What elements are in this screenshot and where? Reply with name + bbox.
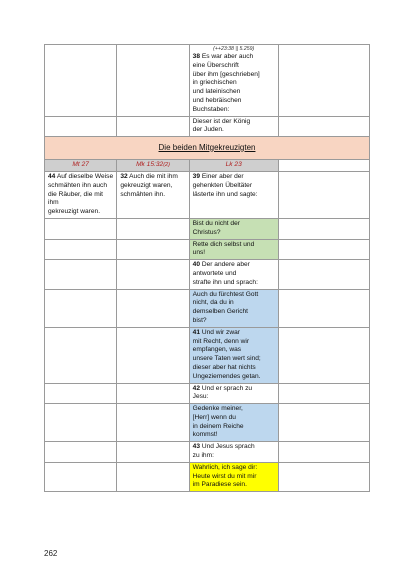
mk-cell — [117, 239, 189, 260]
text-line: demselben Gericht — [192, 308, 248, 316]
text-line: die Räuber, die mit ihm — [48, 190, 103, 207]
text-line: Der andere aber — [201, 261, 250, 269]
text-line: in griechischen — [192, 79, 237, 87]
text-line: gekreuzigt waren. — [48, 208, 101, 216]
mk-cell — [117, 218, 189, 239]
extra-cell — [278, 462, 369, 491]
lk-cell — [189, 327, 278, 383]
text-line: der Juden. — [192, 126, 224, 134]
text-line: Und er sprach zu — [201, 384, 253, 392]
section-heading — [45, 137, 370, 160]
table-row — [45, 171, 370, 218]
lk-cell — [189, 383, 278, 404]
text-line: unsere Taten wert sind; — [192, 355, 261, 363]
text-line: bist? — [192, 316, 207, 324]
extra-cell — [278, 171, 369, 218]
text-line: Rette dich selbst und — [192, 240, 255, 248]
mk-cell — [117, 383, 189, 404]
mt-cell — [45, 383, 117, 404]
text-line: und hebräischen — [192, 96, 242, 104]
table-row — [45, 462, 370, 491]
verse-text — [120, 173, 185, 199]
text-line: eine Überschrift — [192, 61, 239, 69]
verse-text — [193, 405, 275, 440]
header-mk-sub: (2) — [163, 162, 170, 169]
cross-reference: (++23:38 || 5.259) — [213, 46, 255, 52]
text-line: Ungeziemendes getan. — [192, 372, 261, 380]
header-lk: Lk 23 — [189, 160, 278, 172]
table-row — [45, 289, 370, 327]
column-header-row — [45, 160, 370, 172]
mk-cell — [117, 171, 189, 218]
mt-cell — [45, 218, 117, 239]
text-line: Auf dieselbe Weise — [56, 172, 114, 180]
verse-number: 42 — [192, 384, 200, 392]
inscription-text — [193, 118, 275, 136]
synopsis-table — [44, 44, 370, 492]
verse-number: 32 — [120, 172, 128, 180]
text-line: uns! — [192, 249, 206, 257]
lk-cell — [189, 116, 278, 137]
verse-text — [193, 329, 275, 382]
text-line: Christus? — [192, 228, 221, 236]
verse-text — [193, 464, 275, 490]
text-line: [Herr] wenn du — [192, 413, 236, 421]
lk-cell — [189, 45, 278, 117]
verse-number: 39 — [192, 172, 200, 180]
mt-cell — [45, 442, 117, 463]
verse-text — [193, 291, 275, 326]
extra-cell — [278, 218, 369, 239]
extra-cell — [278, 289, 369, 327]
text-line: Gedenke meiner, — [192, 405, 243, 413]
lk-cell — [189, 260, 278, 289]
text-line: Einer aber der — [201, 172, 244, 180]
mt-cell — [45, 404, 117, 442]
table-row — [45, 45, 370, 117]
header-mk-ref: Mk 15:32 — [136, 161, 164, 169]
table-row — [45, 383, 370, 404]
table-row — [45, 239, 370, 260]
lk-cell — [189, 462, 278, 491]
text-line: Heute wirst du mit mir — [192, 472, 257, 480]
page-number: 262 — [44, 549, 58, 558]
text-line: Es war aber auch — [201, 53, 254, 60]
text-line: Und Jesus sprach — [201, 443, 255, 451]
table-row — [45, 260, 370, 289]
text-line: Auch die mit ihm — [129, 172, 178, 180]
verse-number: 43 — [192, 443, 200, 451]
verse-number: 40 — [192, 261, 200, 269]
text-line: schmähten ihn. — [120, 190, 166, 198]
mk-cell — [117, 260, 189, 289]
mt-cell — [45, 171, 117, 218]
section-title: Die beiden Mitgekreuzigten — [158, 142, 256, 152]
text-line: nicht, da du in — [192, 299, 234, 307]
text-line: im Paradiese sein. — [192, 481, 247, 489]
verse-text — [193, 385, 275, 403]
extra-cell — [278, 327, 369, 383]
header-mk — [117, 160, 189, 172]
header-extra — [278, 160, 369, 172]
text-line: zu ihm: — [192, 452, 214, 460]
text-line: strafte ihn und sprach: — [192, 278, 258, 286]
text-line: dieser aber hat nichts — [192, 363, 256, 371]
verse-text — [193, 443, 275, 461]
mk-cell — [117, 442, 189, 463]
lk-cell — [189, 442, 278, 463]
lk-cell — [189, 289, 278, 327]
text-line: Jesu: — [192, 393, 209, 401]
mk-cell — [117, 404, 189, 442]
mk-cell — [117, 462, 189, 491]
extra-cell — [278, 442, 369, 463]
verse-text — [193, 173, 275, 199]
lk-cell — [189, 404, 278, 442]
extra-cell — [278, 45, 369, 117]
mk-cell — [117, 116, 189, 137]
mk-cell — [117, 289, 189, 327]
text-line: und lateinischen — [192, 88, 241, 96]
extra-cell — [278, 260, 369, 289]
verse-text — [193, 261, 275, 287]
text-line: empfangen, was — [192, 346, 242, 354]
section-row — [45, 137, 370, 160]
text-line: Auch du fürchtest Gott — [192, 290, 259, 298]
extra-cell — [278, 404, 369, 442]
verse-text — [48, 173, 113, 217]
mt-cell — [45, 327, 117, 383]
table-row — [45, 218, 370, 239]
verse-text — [193, 220, 275, 238]
mt-cell — [45, 462, 117, 491]
extra-cell — [278, 383, 369, 404]
text-line: lästerte ihn und sagte: — [192, 190, 258, 198]
text-line: mit Recht, denn wir — [192, 337, 250, 345]
verse-text — [193, 53, 275, 115]
text-line: antwortete und — [192, 269, 237, 277]
text-line: Dieser ist der König — [192, 117, 251, 125]
text-line: gehenkten Übeltäter — [192, 181, 253, 189]
mt-cell — [45, 260, 117, 289]
mt-cell — [45, 239, 117, 260]
table-row — [45, 442, 370, 463]
lk-cell — [189, 171, 278, 218]
table-row — [45, 327, 370, 383]
mk-cell — [117, 327, 189, 383]
text-line: in deinem Reiche — [192, 422, 244, 430]
extra-cell — [278, 239, 369, 260]
verse-number: 41 — [192, 328, 200, 336]
lk-cell — [189, 218, 278, 239]
text-line: kommst! — [192, 431, 218, 439]
header-mt: Mt 27 — [45, 160, 117, 172]
verse-number: 44 — [48, 172, 56, 180]
verse-text — [193, 241, 275, 259]
mt-cell — [45, 289, 117, 327]
table-row — [45, 116, 370, 137]
text-line: schmähten ihn auch — [48, 181, 108, 189]
verse-number: 38 — [192, 53, 200, 60]
text-line: über ihm [geschrieben] — [192, 70, 260, 78]
synopsis-body — [45, 45, 370, 492]
mk-cell — [117, 45, 189, 117]
text-line: Bist du nicht der — [192, 219, 240, 227]
extra-cell — [278, 116, 369, 137]
text-line: gekreuzigt waren, — [120, 181, 173, 189]
mt-cell — [45, 45, 117, 117]
table-row — [45, 404, 370, 442]
mt-cell — [45, 116, 117, 137]
text-line: Und wir zwar — [201, 328, 240, 336]
lk-cell — [189, 239, 278, 260]
text-line: Buchstaben: — [192, 105, 230, 113]
text-line: Wahrlich, ich sage dir: — [192, 463, 258, 471]
